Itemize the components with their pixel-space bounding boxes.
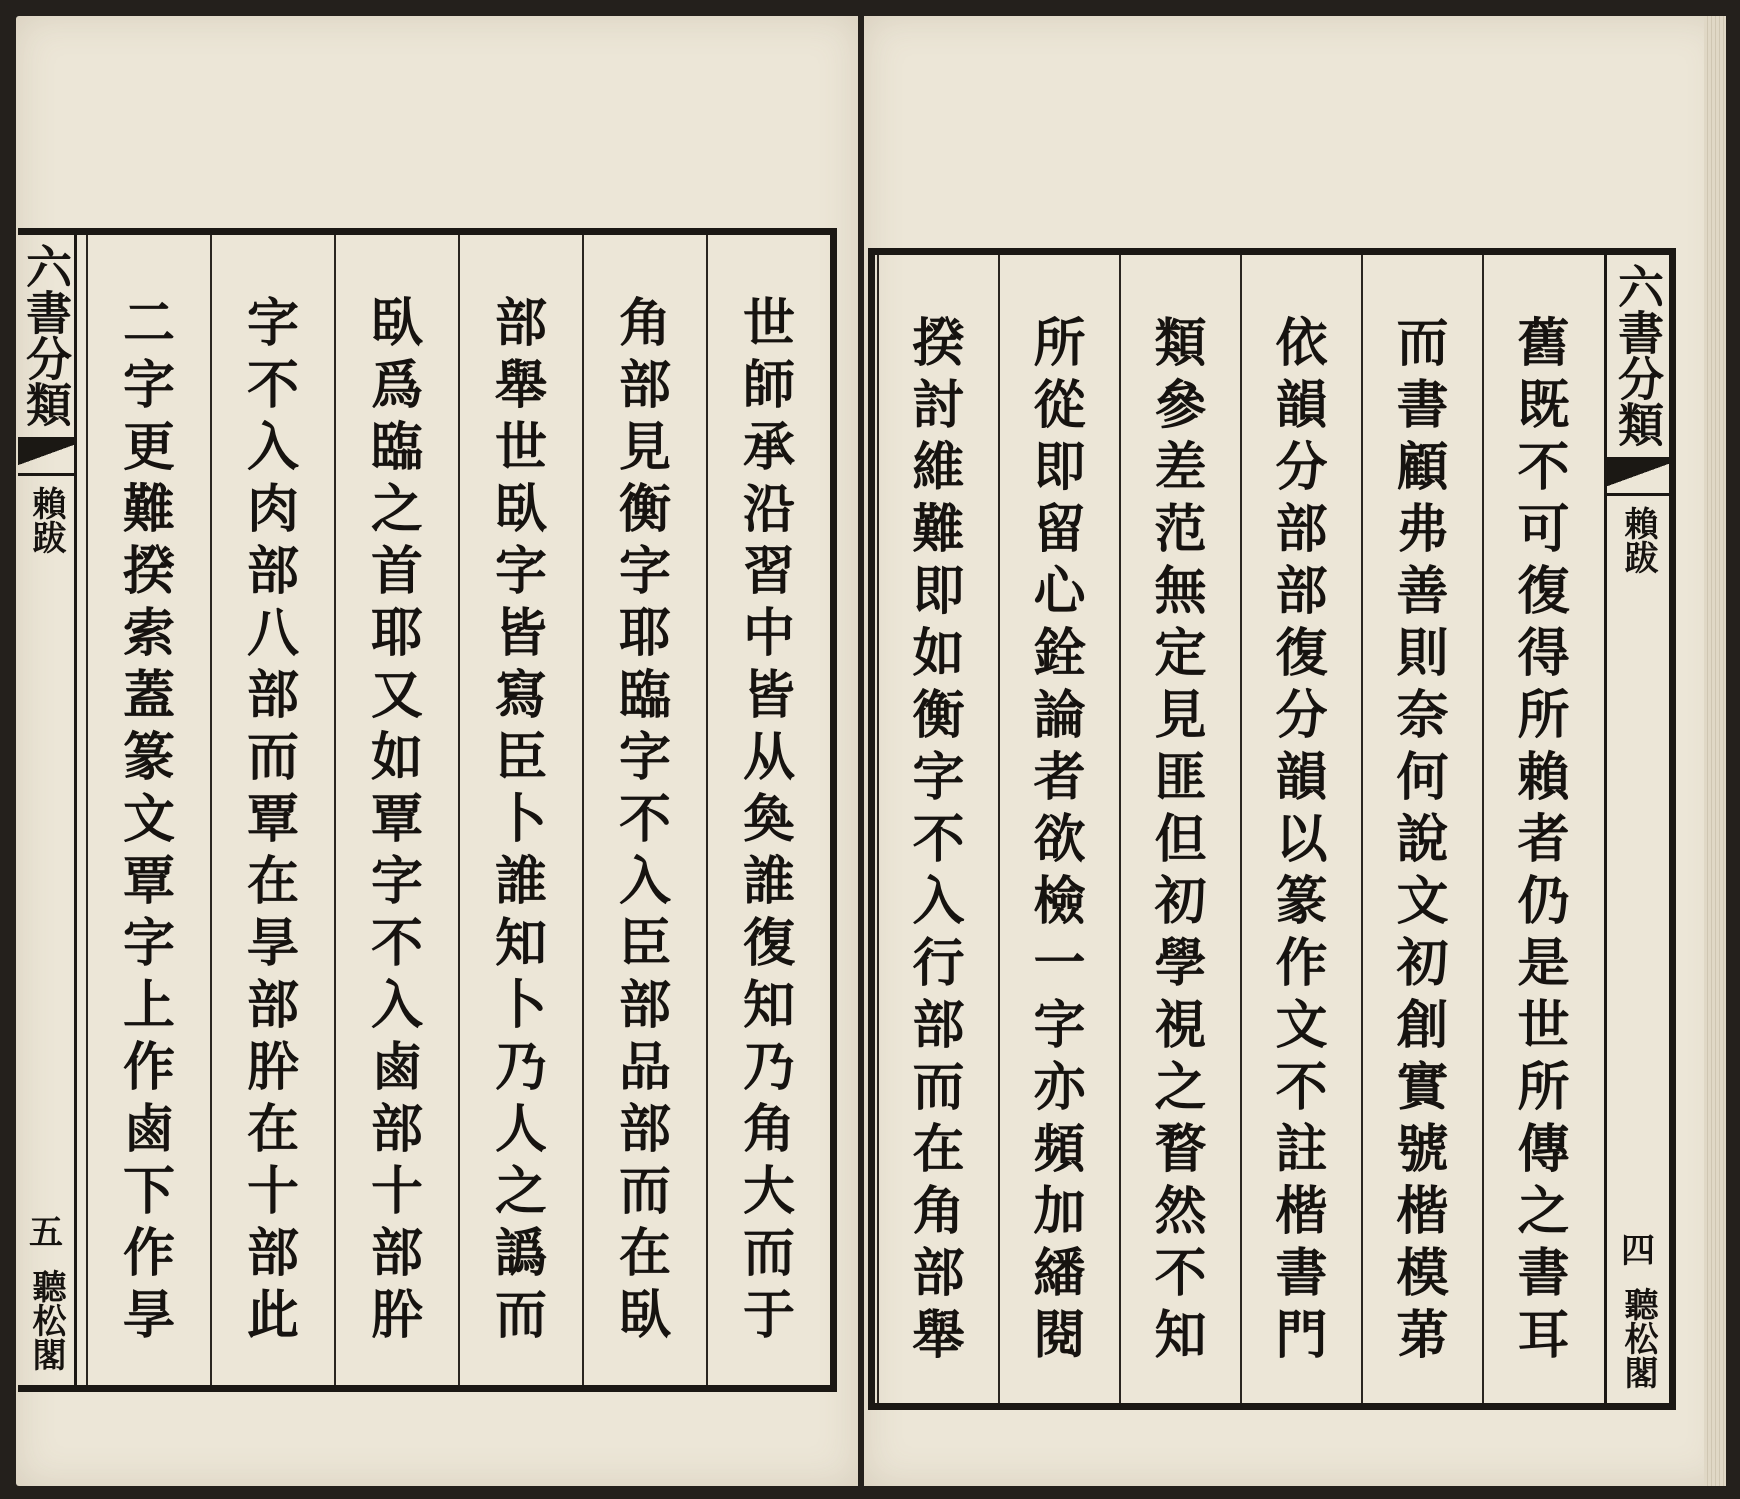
page-edges [1704,16,1726,1486]
right-text-block [868,248,1676,1410]
column-character: 承 [742,417,795,478]
column-character: 入 [912,871,965,932]
column-character: 肸 [246,1037,299,1098]
column-character: 而 [742,1223,795,1284]
column-character: 沿 [742,479,795,540]
column-character: 篆 [1275,871,1328,932]
column-character: 即 [1033,437,1086,498]
column-character: 視 [1154,995,1207,1056]
text-column [706,235,830,1385]
column-character: 覃 [122,851,175,912]
column-character: 作 [122,1223,175,1284]
column-character: 書 [1517,1243,1570,1304]
column-character: 部 [246,1223,299,1284]
column-character: 差 [1154,437,1207,498]
column-character: 但 [1154,809,1207,870]
column-character: 覃 [370,789,423,850]
column-character: 參 [1154,375,1207,436]
column-character: 字 [1033,995,1086,1056]
column-character: 此 [246,1285,299,1346]
column-character: 如 [370,727,423,788]
column-character: 韻 [1275,375,1328,436]
column-character: 誰 [494,851,547,912]
text-column [1240,255,1361,1403]
column-character: 難 [122,479,175,540]
column-character: 賴 [1517,747,1570,808]
right-page [864,16,1726,1486]
column-character: 覃 [246,789,299,850]
column-character: 則 [1396,623,1449,684]
column-character: 上 [122,975,175,1036]
column-character: 得 [1517,623,1570,684]
column-character: 奐 [742,789,795,850]
column-character: 知 [1154,1305,1207,1366]
column-character: 揆 [912,313,965,374]
column-character: 不 [618,789,671,850]
column-character: 留 [1033,499,1086,560]
column-character: 行 [912,933,965,994]
column-character: 世 [742,293,795,354]
column-character: 角 [912,1181,965,1242]
column-character: 實 [1396,1057,1449,1118]
column-character: 之 [494,1161,547,1222]
column-character: 部 [912,995,965,1056]
column-character: 臥 [370,293,423,354]
column-character: 皆 [742,665,795,726]
column-character: 十 [246,1161,299,1222]
column-character: 皆 [494,603,547,664]
column-character: 在 [912,1119,965,1180]
column-character: 作 [122,1037,175,1098]
left-margin-title: 六書分類 [19,243,73,427]
column-character: 耳 [1517,1305,1570,1366]
left-text-block [18,228,837,1392]
column-character: 在 [246,1099,299,1160]
column-character: 閱 [1033,1305,1086,1366]
column-character: 分 [1275,685,1328,746]
column-character: 傳 [1517,1119,1570,1180]
column-character: 部 [246,975,299,1036]
column-character: 既 [1517,375,1570,436]
column-character: 篆 [122,727,175,788]
column-character: 弗 [1396,499,1449,560]
column-character: 見 [1154,685,1207,746]
column-character: 寫 [494,665,547,726]
text-column [334,235,458,1385]
column-character: 亦 [1033,1057,1086,1118]
column-character: 臨 [618,665,671,726]
column-character: 檢 [1033,871,1086,932]
column-character: 大 [742,1161,795,1222]
column-character: 註 [1275,1119,1328,1180]
column-character: 部 [912,1243,965,1304]
column-character: 人 [494,1099,547,1160]
column-character: 世 [1517,995,1570,1056]
column-character: 之 [370,479,423,540]
column-character: 誰 [742,851,795,912]
column-character: 部 [246,541,299,602]
column-character: 臣 [618,913,671,974]
column-character: 十 [370,1161,423,1222]
column-character: 復 [742,913,795,974]
left-margin-section: 賴跋 [26,486,66,554]
column-character: 卜 [494,975,547,1036]
column-character: 不 [1154,1243,1207,1304]
column-character: 首 [370,541,423,602]
right-margin-folio: 四 [1621,1231,1655,1271]
column-character: 頻 [1033,1119,1086,1180]
text-column [210,235,334,1385]
column-character: 仍 [1517,871,1570,932]
text-column [1482,255,1603,1403]
text-column [1361,255,1482,1403]
column-character: 字 [494,541,547,602]
column-character: 部 [1275,499,1328,560]
column-character: 韻 [1275,747,1328,808]
column-character: 作 [1275,933,1328,994]
column-character: 分 [1275,437,1328,498]
column-character: 入 [370,975,423,1036]
column-character: 如 [912,623,965,684]
column-character: 㫗 [122,1285,175,1346]
column-character: 見 [618,417,671,478]
column-character: 復 [1275,623,1328,684]
text-column [458,235,582,1385]
column-character: 卜 [494,789,547,850]
right-margin-title: 六書分類 [1611,263,1665,447]
column-character: 耶 [370,603,423,664]
column-character: 討 [912,375,965,436]
text-column [582,235,706,1385]
column-character: 者 [1033,747,1086,808]
column-character: 入 [618,851,671,912]
column-character: 字 [122,355,175,416]
column-character: 欲 [1033,809,1086,870]
column-character: 譌 [494,1223,547,1284]
column-character: 楷 [1275,1181,1328,1242]
column-character: 復 [1517,561,1570,622]
column-character: 習 [742,541,795,602]
column-character: 臥 [494,479,547,540]
column-character: 世 [494,417,547,478]
column-character: 者 [1517,809,1570,870]
column-character: 于 [742,1285,795,1346]
column-character: 瞀 [1154,1119,1207,1180]
column-character: 字 [246,293,299,354]
column-character: 之 [1154,1057,1207,1118]
column-character: 學 [1154,933,1207,994]
column-character: 而 [912,1057,965,1118]
right-margin-section: 賴跋 [1618,506,1658,574]
column-character: 部 [618,1099,671,1160]
column-character: 㫗 [246,913,299,974]
column-character: 角 [742,1099,795,1160]
column-character: 角 [618,293,671,354]
column-character: 知 [742,975,795,1036]
column-character: 舊 [1517,313,1570,374]
column-character: 銓 [1033,623,1086,684]
column-character: 衡 [912,685,965,746]
column-character: 書 [1396,375,1449,436]
column-character: 中 [742,603,795,664]
left-page [16,16,858,1486]
column-character: 在 [246,851,299,912]
column-character: 匪 [1154,747,1207,808]
column-character: 蓋 [122,665,175,726]
column-character: 維 [912,437,965,498]
column-character: 何 [1396,747,1449,808]
column-character: 門 [1275,1305,1328,1366]
column-character: 字 [618,541,671,602]
column-character: 文 [1275,995,1328,1056]
column-character: 所 [1033,313,1086,374]
column-character: 心 [1033,561,1086,622]
column-character: 耶 [618,603,671,664]
column-character: 以 [1275,809,1328,870]
column-character: 不 [246,355,299,416]
column-character: 號 [1396,1119,1449,1180]
column-character: 無 [1154,561,1207,622]
column-character: 即 [912,561,965,622]
column-character: 舉 [494,355,547,416]
column-character: 奈 [1396,685,1449,746]
column-character: 部 [494,293,547,354]
column-character: 文 [1396,871,1449,932]
column-character: 初 [1396,933,1449,994]
column-character: 書 [1275,1243,1328,1304]
column-character: 臣 [494,727,547,788]
column-character: 不 [370,913,423,974]
column-character: 又 [370,665,423,726]
column-character: 依 [1275,313,1328,374]
column-character: 而 [618,1161,671,1222]
column-character: 部 [370,1223,423,1284]
column-character: 不 [1275,1057,1328,1118]
column-character: 字 [370,851,423,912]
column-character: 臨 [370,417,423,478]
column-character: 師 [742,355,795,416]
column-character: 楷 [1396,1181,1449,1242]
column-character: 部 [618,975,671,1036]
column-character: 八 [246,603,299,664]
column-character: 而 [1396,313,1449,374]
column-character: 繙 [1033,1243,1086,1304]
column-character: 索 [122,603,175,664]
column-character: 初 [1154,871,1207,932]
left-margin-publisher: 聽松閣 [26,1269,66,1371]
column-character: 從 [1033,375,1086,436]
column-character: 所 [1517,685,1570,746]
column-character: 創 [1396,995,1449,1056]
text-column [86,235,210,1385]
column-character: 論 [1033,685,1086,746]
column-character: 揆 [122,541,175,602]
column-character: 苐 [1396,1305,1449,1366]
column-character: 乃 [742,1037,795,1098]
column-character: 顧 [1396,437,1449,498]
column-character: 肸 [370,1285,423,1346]
column-character: 更 [122,417,175,478]
column-character: 部 [246,665,299,726]
column-character: 知 [494,913,547,974]
column-character: 鹵 [122,1099,175,1160]
column-character: 而 [246,727,299,788]
column-character: 从 [742,727,795,788]
column-character: 類 [1154,313,1207,374]
column-character: 爲 [370,355,423,416]
column-character: 字 [122,913,175,974]
column-character: 文 [122,789,175,850]
column-character: 衡 [618,479,671,540]
column-character: 可 [1517,499,1570,560]
column-character: 字 [912,747,965,808]
column-character: 模 [1396,1243,1449,1304]
column-character: 善 [1396,561,1449,622]
column-character: 加 [1033,1181,1086,1242]
left-margin-folio: 五 [29,1213,63,1253]
column-character: 肉 [246,479,299,540]
column-character: 所 [1517,1057,1570,1118]
text-column [998,255,1119,1403]
column-character: 在 [618,1223,671,1284]
column-character: 二 [122,293,175,354]
column-character: 下 [122,1161,175,1222]
column-character: 不 [1517,437,1570,498]
right-columns [875,255,1669,1403]
column-character: 舉 [912,1305,965,1366]
column-character: 乃 [494,1037,547,1098]
column-character: 之 [1517,1181,1570,1242]
column-character: 字 [618,727,671,788]
column-character: 臥 [618,1285,671,1346]
column-character: 定 [1154,623,1207,684]
column-character: 鹵 [370,1037,423,1098]
text-column [1119,255,1240,1403]
column-character: 品 [618,1037,671,1098]
column-character: 是 [1517,933,1570,994]
right-margin-publisher: 聽松閣 [1618,1287,1658,1389]
text-column [877,255,998,1403]
column-character: 然 [1154,1181,1207,1242]
column-character: 范 [1154,499,1207,560]
column-character: 部 [618,355,671,416]
column-character: 一 [1033,933,1086,994]
column-character: 而 [494,1285,547,1346]
column-character: 入 [246,417,299,478]
column-character: 不 [912,809,965,870]
column-character: 難 [912,499,965,560]
left-columns [18,235,830,1385]
column-character: 部 [370,1099,423,1160]
column-character: 部 [1275,561,1328,622]
column-character: 說 [1396,809,1449,870]
